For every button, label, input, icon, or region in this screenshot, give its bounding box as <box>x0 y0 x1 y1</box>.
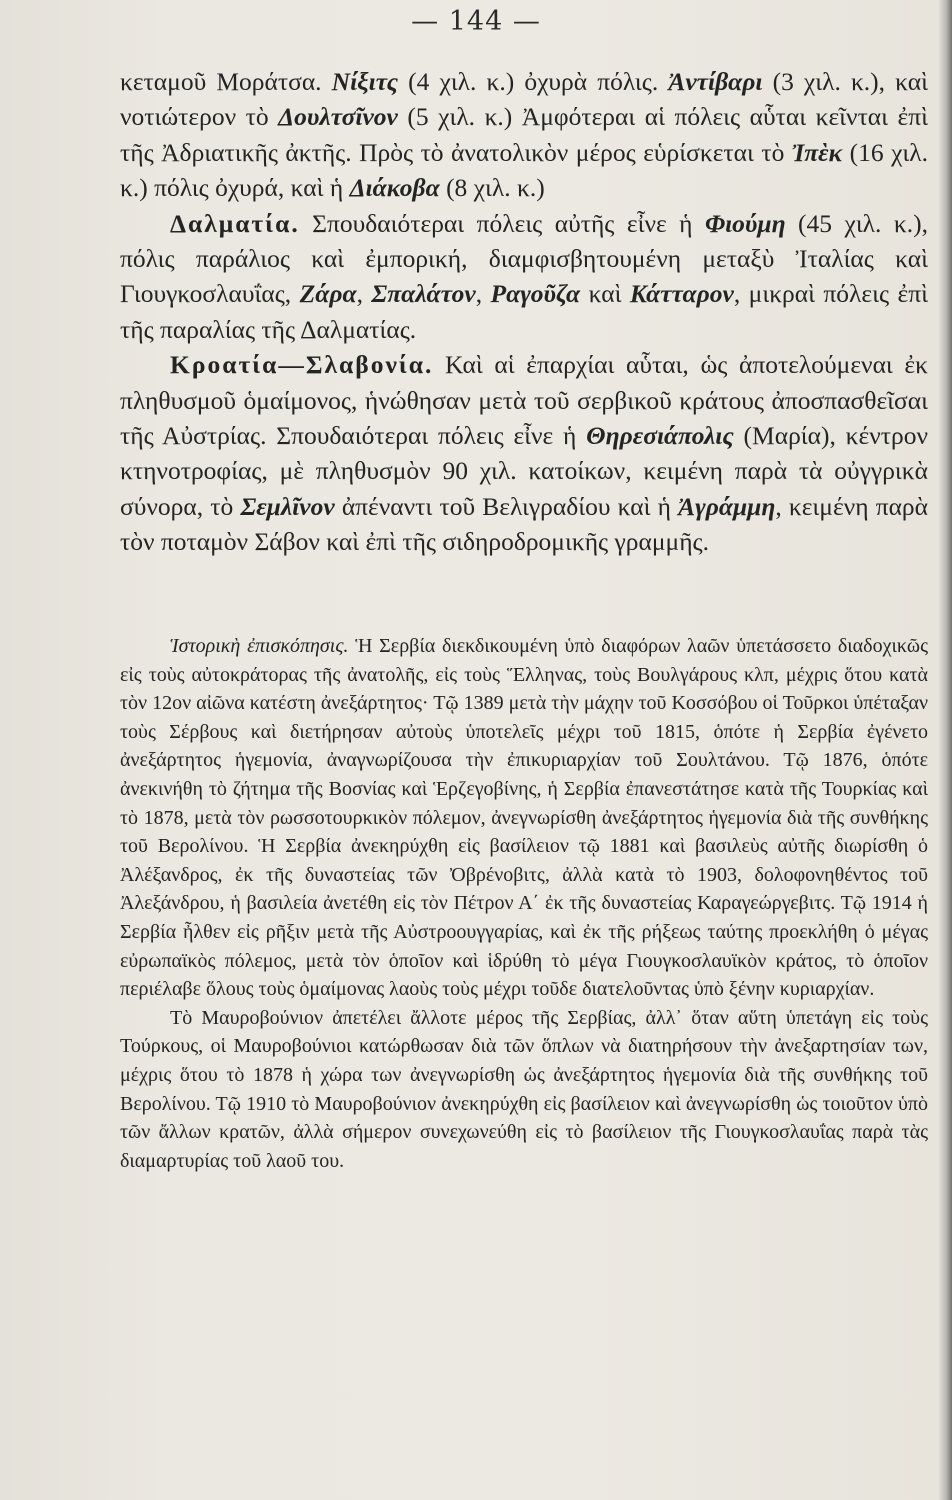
place-name: Νίξιτς <box>331 67 399 96</box>
paragraph-montenegro-cities: κεταμοῦ Μοράτσα. Νίξιτς (4 χιλ. κ.) ὀχυρὰ πόλις. Ἀντίβαρι (3 χιλ. κ.), καὶ νοτιώτερον τὸ Δουλτσῖνον (5 χιλ. κ.) Ἀμφότεραι αἱ πόλεις αὗται κεῖνται ἐπὶ τῆς Ἀδριατικῆς ἀκτῆς. Πρὸς τὸ ἀνατολικὸν μέρος εὑρίσκεται τὸ Ἰπὲκ (16 χιλ. κ.) πόλις ὀχυρά, καὶ ἡ Διάκοβα (8 χιλ. κ.) <box>120 67 929 203</box>
section-heading: Κροατία—Σλαβονία. <box>170 350 434 380</box>
section-heading: Δαλματία. <box>170 208 300 238</box>
paragraph-croatia-slavonia: Κροατία—Σλαβονία. Καὶ αἱ ἐπαρχίαι αὗται, ὡς ἀποτελούμεναι ἐκ πληθυσμοῦ ὁμαίμονος, ἡνώθησαν μετὰ τοῦ σερβικοῦ κράτους ἀποσπασθεῖσαι τῆς Αὐστρίας. Σπουδαιότεραι πόλεις εἶνε ἡ Θηρεσιάπολις (Μαρία), κέντρον κτηνοτροφίας, μὲ πληθυσμὸν 90 χιλ. κατοίκων, κειμένη παρὰ τὰ οὐγγρικὰ σύνορα, τὸ Σεμλῖνον ἀπέναντι τοῦ Βελιγραδίου καὶ ἡ Ἀγράμμη, κειμένη παρὰ τὸν ποταμὸν Σάβον καὶ ἐπὶ τῆς σιδηροδρομικῆς γραμμῆς. <box>120 350 929 557</box>
place-name: Κάτταρον <box>629 279 734 309</box>
place-name: Φιούμη <box>704 208 786 238</box>
main-text-block <box>120 64 928 560</box>
place-name: Δουλτσῖνον <box>278 102 398 132</box>
place-name: Θηρεσιάπολις <box>586 421 734 451</box>
paragraph-dalmatia: Δαλματία. Σπουδαιότεραι πόλεις αὐτῆς εἶνε ἡ Φιούμη (45 χιλ. κ.), πόλις παράλιος καὶ ἐμπορική, διαμφισβητουμένη μεταξὺ Ἰταλίας καὶ Γιουγκοσλαυΐας, Ζάρα, Σπαλάτον, Ραγοῦζα καὶ Κάτταρον, μικραὶ πόλεις ἐπὶ τῆς παραλίας τῆς Δαλματίας. <box>120 208 928 344</box>
place-name: Ραγοῦζα <box>490 279 581 309</box>
small-print-block <box>120 632 928 1175</box>
place-name: Ἰπὲκ <box>791 137 843 167</box>
place-name: Ἀγράμμη <box>678 491 776 521</box>
section-heading: Ἱστορικὴ ἐπισκόπησις. <box>170 635 349 657</box>
place-name: Ζάρα <box>299 279 357 309</box>
page-number: — 144 — <box>411 6 541 37</box>
paragraph-montenegro-history: Τὸ Μαυροβούνιον ἀπετέλει ἄλλοτε μέρος τῆς Σερβίας, ἀλλ᾿ ὅταν αὕτη ὑπετάγη εἰς τοὺς Τούρκους, οἱ Μαυροβούνιοι κατώρθωσαν διὰ τῶν ὅπλων νὰ διατηρήσουν τὴν ἀνεξαρτησίαν των, μέχρις ὅτου τὸ 1878 ἡ χώρα των ἀνεγνωρίσθη ὡς ἀνεξάρτητος ἡγεμονία διὰ τῆς συνθήκης τοῦ Βερολίνου. Τῷ 1910 τὸ Μαυροβούνιον ἀνεκηρύχθη εἰς βασίλειον καὶ ἀνεγνωρίσθη ὡς τοιοῦτον ὑπὸ τῶν ἄλλων κρατῶν, ἀλλὰ σήμερον συνεχωνεύθη εἰς τὸ βασίλειον τῆς Γιουγκοσλαυΐας παρὰ τὰς διαμαρτυρίας τοῦ λαοῦ του. <box>120 1006 928 1172</box>
place-name: Σεμλῖνον <box>240 491 335 521</box>
paragraph-historical-overview: Ἱστορικὴ ἐπισκόπησις. Ἡ Σερβία διεκδικουμένη ὑπὸ διαφόρων λαῶν ὑπετάσσετο διαδοχικῶς εἰς τοὺς αὐτοκράτορας τῆς ἀνατολῆς, εἰς τοὺς Ἕλληνας, τοὺς Βουλγάρους κλπ, μέχρις ὅτου κατὰ τὸν 12ον αἰῶνα κατέστη ἀνεξάρτητος· Τῷ 1389 μετὰ τὴν μάχην τοῦ Κοσσόβου οἱ Τοῦρκοι ὑπέταξαν τοὺς Σέρβους καὶ διετήρησαν αὐτοὺς ὑποτελεῖς μέχρι τοῦ 1815, ὁπότε ἡ Σερβία ἐγένετο ἀνεξάρτητος ἡγεμονία, ἀναγνωρίζουσα τὴν ἐπικυριαρχίαν τοῦ Σουλτάνου. Τῷ 1876, ὁπότε ἀνεκινήθη τὸ ζήτημα τῆς Βοσνίας καὶ Ἑρζεγοβίνης, ἡ Σερβία ἐπανεστάτησε κατὰ τῆς Τουρκίας καὶ τὸ 1878, μετὰ τὸν ρωσσοτουρκικὸν πόλεμον, ἀνεγνωρίσθη ἀνεξάρτητος ἡγεμονία διὰ τῆς συνθήκης τοῦ Βερολίνου. Ἡ Σερβία ἀνεκηρύχθη εἰς βασίλειον τῷ 1881 καὶ βασιλεὺς αὐτῆς διωρίσθη ὁ Ἀλέξανδρος, ἐκ τῆς δυναστείας τῶν Ὀβρένοβιτς, ἀλλὰ κατὰ τὸ 1903, δολοφονηθέντος τοῦ Ἀλεξάνδρου, ἡ βασιλεία ἀνετέθη εἰς τὸν Πέτρον Α΄ ἐκ τῆς δυναστείας Καραγεώργεβιτς. Τῷ 1914 ἡ Σερβία ἦλθεν εἰς ρῆξιν μετὰ τῆς Αὐστροουγγαρίας, καὶ ἐκ τῆς ρήξεως ταύτης προεκλήθη ὁ μέγας εὐρωπαϊκὸς πόλεμος, μετὰ τὸν ὁποῖον καὶ ἱδρύθη τὸ μέγα Γιουγκοσλαυϊκὸν κράτος, τὸ ὁποῖον περιέλαβε ὅλους τοὺς ὁμαίμονας λαοὺς τοὺς μέχρι τοῦδε διατελοῦντας ὑπὸ ξένην κυριαρχίαν. <box>120 635 928 1001</box>
place-name: Ἀντίβαρι <box>668 67 763 96</box>
page-spine-shadow <box>938 0 952 1500</box>
place-name: Σπαλάτον <box>371 279 476 309</box>
place-name: Διάκοβα <box>349 173 440 203</box>
